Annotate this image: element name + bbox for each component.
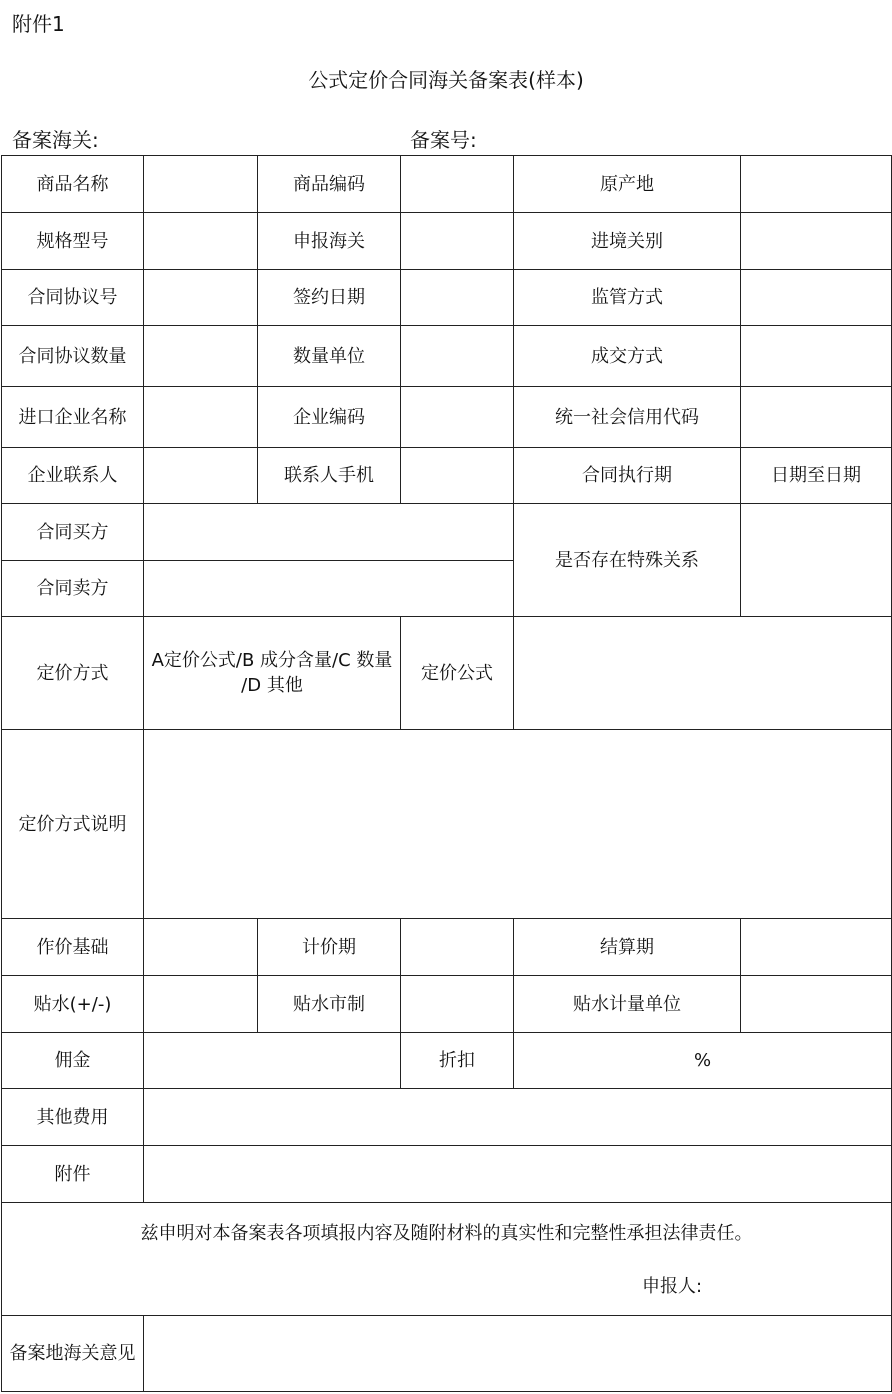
contract-qty-field[interactable] — [144, 326, 258, 387]
deal-mode-label: 成交方式 — [514, 326, 741, 387]
product-name-field[interactable] — [144, 156, 258, 213]
sign-date-field[interactable] — [401, 270, 514, 326]
declare-customs-label: 申报海关 — [258, 213, 401, 270]
declare-customs-field[interactable] — [401, 213, 514, 270]
qty-unit-label: 数量单位 — [258, 326, 401, 387]
sign-date-label: 签约日期 — [258, 270, 401, 326]
premium-unit-field[interactable] — [741, 976, 892, 1033]
product-code-field[interactable] — [401, 156, 514, 213]
document-title: 公式定价合同海关备案表(样本) — [308, 68, 584, 92]
entry-category-field[interactable] — [741, 213, 892, 270]
attachments-label: 附件 — [2, 1146, 144, 1203]
pricing-period-label: 计价期 — [258, 919, 401, 976]
contract-period-label: 合同执行期 — [514, 448, 741, 504]
other-fees-field[interactable] — [144, 1089, 892, 1146]
contact-mobile-label: 联系人手机 — [258, 448, 401, 504]
credit-code-label: 统一社会信用代码 — [514, 387, 741, 448]
company-code-field[interactable] — [401, 387, 514, 448]
special-relation-label: 是否存在特殊关系 — [514, 504, 741, 617]
origin-label: 原产地 — [514, 156, 741, 213]
commission-label: 佣金 — [2, 1033, 144, 1089]
filing-form-table — [1, 155, 892, 1392]
price-basis-label: 作价基础 — [2, 919, 144, 976]
pricing-description-label: 定价方式说明 — [2, 730, 144, 919]
product-name-label: 商品名称 — [2, 156, 144, 213]
filing-customs-label: 备案海关: — [12, 128, 99, 152]
pricing-formula-label: 定价公式 — [401, 617, 514, 730]
declaration-cell — [2, 1203, 892, 1316]
pricing-period-field[interactable] — [401, 919, 514, 976]
premium-currency-label: 贴水市制 — [258, 976, 401, 1033]
premium-currency-field[interactable] — [401, 976, 514, 1033]
other-fees-label: 其他费用 — [2, 1089, 144, 1146]
spec-model-field[interactable] — [144, 213, 258, 270]
customs-opinion-label: 备案地海关意见 — [2, 1316, 144, 1392]
seller-field[interactable] — [144, 561, 514, 617]
contract-period-field[interactable]: 日期至日期 — [741, 448, 892, 504]
customs-opinion-field[interactable] — [144, 1316, 892, 1392]
supervision-mode-label: 监管方式 — [514, 270, 741, 326]
qty-unit-field[interactable] — [401, 326, 514, 387]
seller-label: 合同卖方 — [2, 561, 144, 617]
deal-mode-field[interactable] — [741, 326, 892, 387]
contact-mobile-field[interactable] — [401, 448, 514, 504]
premium-unit-label: 贴水计量单位 — [514, 976, 741, 1033]
pricing-method-label: 定价方式 — [2, 617, 144, 730]
attachments-field[interactable] — [144, 1146, 892, 1203]
settlement-period-field[interactable] — [741, 919, 892, 976]
buyer-field[interactable] — [144, 504, 514, 561]
contract-no-label: 合同协议号 — [2, 270, 144, 326]
discount-label: 折扣 — [401, 1033, 514, 1089]
declarant-label: 申报人: — [642, 1276, 703, 1297]
price-basis-field[interactable] — [144, 919, 258, 976]
importer-name-field[interactable] — [144, 387, 258, 448]
origin-field[interactable] — [741, 156, 892, 213]
contract-qty-label: 合同协议数量 — [2, 326, 144, 387]
entry-category-label: 进境关别 — [514, 213, 741, 270]
commission-field[interactable] — [144, 1033, 401, 1089]
pricing-description-field[interactable] — [144, 730, 892, 919]
premium-label: 贴水(+/-) — [2, 976, 144, 1033]
premium-field[interactable] — [144, 976, 258, 1033]
spec-model-label: 规格型号 — [2, 213, 144, 270]
contract-no-field[interactable] — [144, 270, 258, 326]
filing-number-label: 备案号: — [410, 128, 477, 152]
importer-name-label: 进口企业名称 — [2, 387, 144, 448]
company-contact-label: 企业联系人 — [2, 448, 144, 504]
discount-field[interactable]: % — [514, 1033, 892, 1089]
supervision-mode-field[interactable] — [741, 270, 892, 326]
pricing-method-options[interactable]: A定价公式/B 成分含量/C 数量 /D 其他 — [144, 617, 401, 730]
special-relation-field[interactable] — [741, 504, 892, 617]
credit-code-field[interactable] — [741, 387, 892, 448]
company-contact-field[interactable] — [144, 448, 258, 504]
product-code-label: 商品编码 — [258, 156, 401, 213]
attachment-label: 附件1 — [12, 12, 65, 36]
settlement-period-label: 结算期 — [514, 919, 741, 976]
buyer-label: 合同买方 — [2, 504, 144, 561]
pricing-formula-field[interactable] — [514, 617, 892, 730]
declaration-text: 兹申明对本备案表各项填报内容及随附材料的真实性和完整性承担法律责任。 — [140, 1223, 753, 1244]
company-code-label: 企业编码 — [258, 387, 401, 448]
